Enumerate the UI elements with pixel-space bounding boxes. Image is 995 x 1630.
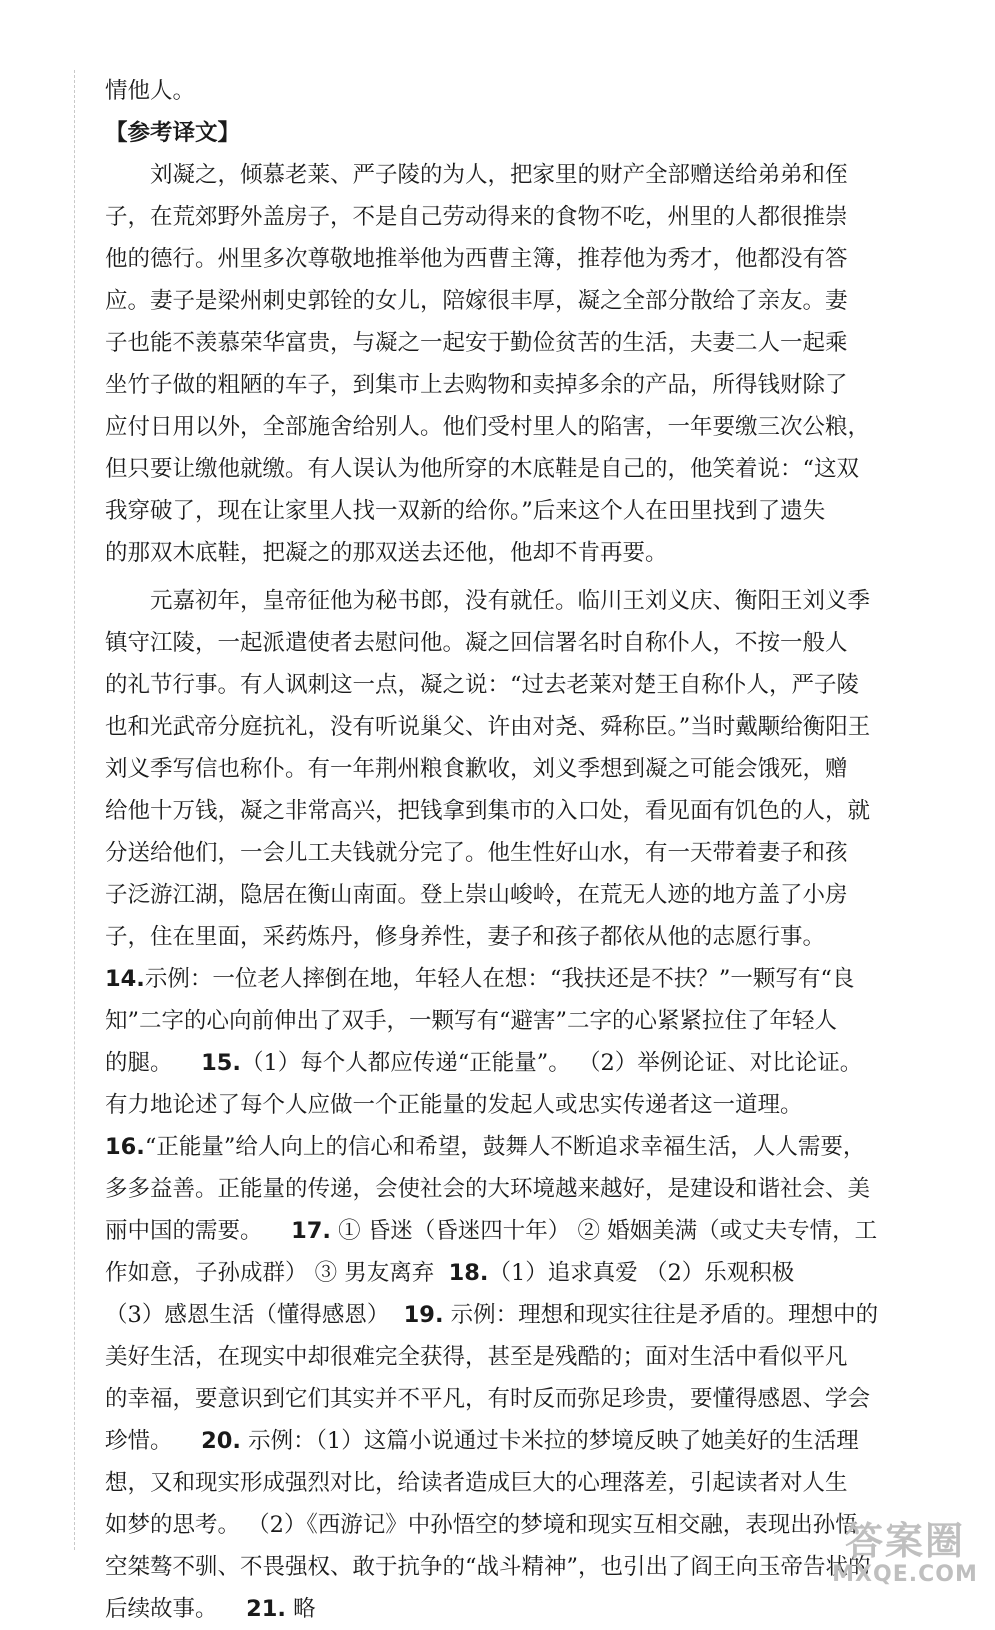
text-line: 想，又和现实形成强烈对比，给读者造成巨大的心理落差，引起读者对人生 [105, 1470, 848, 1496]
text-line: 刘凝之，倾慕老莱、严子陵的为人，把家里的财产全部赠送给弟弟和侄 [150, 162, 848, 188]
text-line: 我穿破了，现在让家里人找一双新的给你。”后来这个人在田里找到了遗失 [105, 498, 826, 524]
section-label-translation: 【参考译文】 [105, 120, 241, 146]
text-line: 情他人。 [105, 78, 196, 104]
answer-text: （3）感恩生活（懂得感恩） [105, 1302, 390, 1328]
text-line: 有力地论述了每个人应做一个正能量的发起人或忠实传递者这一道理。 [105, 1092, 803, 1118]
text-line: 子，住在里面，采药炼丹，修身养性，妻子和孩子都依从他的志愿行事。 [105, 924, 826, 950]
text-line: 分送给他们，一会儿工夫钱就分完了。他生性好山水，有一天带着妻子和孩 [105, 840, 848, 866]
answer-text: （1）追求真爱 （2）乐观积极 [488, 1260, 795, 1286]
answer-page [105, 70, 879, 1630]
text-line: 的幸福，要意识到它们其实并不平凡，有时反而弥足珍贵，要懂得感恩、学会 [105, 1386, 871, 1412]
text-line: 知”二字的心向前伸出了双手，一颗写有“避害”二字的心紧紧拉住了年轻人 [105, 1008, 838, 1034]
answer-text: 的腿。 [105, 1050, 173, 1076]
text-line: 也和光武帝分庭抗礼，没有听说巢父、许由对尧、舜称臣。”当时戴颙给衡阳王 [105, 714, 871, 740]
text-line: 子也能不羡慕荣华富贵，与凝之一起安于勤俭贫苦的生活，夫妻二人一起乘 [105, 330, 848, 356]
answer-block-16-19 [105, 1126, 879, 1420]
watermark-domain: MXQE.COM [832, 1562, 978, 1587]
text-line [105, 1126, 866, 1168]
text-line: 空桀骜不驯、不畏强权、敢于抗争的“战斗精神”，也引出了阎王向玉帝告状的 [105, 1554, 871, 1580]
text-line [105, 1588, 785, 1630]
text-line: 的那双木底鞋，把凝之的那双送去还他，他却不肯再要。 [105, 540, 668, 566]
text-line: 坐竹子做的粗陋的车子，到集市上去购物和卖掉多余的产品，所得钱财除了 [105, 372, 848, 398]
text-line: 子泛游江湖，隐居在衡山南面。登上崇山峻岭，在荒无人迹的地方盖了小房 [105, 882, 848, 908]
text-line: 他的德行。州里多次尊敬地推举他为西曹主簿，推荐他为秀才，他都没有答 [105, 246, 848, 272]
text-line: 镇守江陵，一起派遣使者去慰问他。凝之回信署名时自称仆人，不按一般人 [105, 630, 848, 656]
answer-text: 示例：理想和现实往往是矛盾的。理想中的 [450, 1302, 879, 1328]
answer-text: （1）每个人都应传递“正能量”。 （2）举例论证、对比论证。 [240, 1050, 863, 1076]
answer-block-14-15 [105, 958, 863, 1126]
answer-text: 丽中国的需要。 [105, 1218, 263, 1244]
text-line [105, 1252, 795, 1294]
answer-text: 珍惜。 [105, 1428, 173, 1454]
text-line: 美好生活，在现实中却很难完全获得，甚至是残酷的；面对生活中看似平凡 [105, 1344, 848, 1370]
answer-block-20-21 [105, 1420, 871, 1630]
text-line [105, 1042, 863, 1084]
question-number: 15. [201, 1050, 241, 1076]
answer-text: 示例：（1）这篇小说通过卡米拉的梦境反映了她美好的生活理 [248, 1428, 859, 1454]
text-line [105, 1294, 879, 1336]
question-number: 17. [291, 1218, 331, 1244]
text-line [105, 1210, 878, 1252]
text-line: 刘义季写信也称仆。有一年荆州粮食歉收，刘义季想到凝之可能会饿死，赠 [105, 756, 848, 782]
text-line [105, 958, 855, 1000]
text-line: 应付日用以外，全部施舍给别人。他们受村里人的陷害，一年要缴三次公粮， [105, 414, 871, 440]
text-line: 应。妻子是梁州刺史郭铨的女儿，陪嫁很丰厚，凝之全部分散给了亲友。妻 [105, 288, 848, 314]
answer-text: 作如意，子孙成群） ③ 男友离弃 [105, 1260, 435, 1286]
text-line: 给他十万钱，凝之非常高兴，把钱拿到集市的入口处，看见面有饥色的人，就 [105, 798, 871, 824]
text-line: 如梦的思考。 （2）《西游记》中孙悟空的梦境和现实互相交融，表现出孙悟 [105, 1512, 858, 1538]
text-line: 元嘉初年，皇帝征他为秘书郎，没有就任。临川王刘义庆、衡阳王刘义季 [150, 588, 871, 614]
question-number: 19. [403, 1302, 444, 1328]
translation-paragraph-1 [105, 154, 871, 574]
text-line: 的礼节行事。有人讽刺这一点，凝之说：“过去老莱对楚王自称仆人，严子陵 [105, 672, 860, 698]
question-number: 14. [105, 966, 145, 992]
site-watermark [825, 1520, 985, 1590]
answer-text: “正能量”给人向上的信心和希望，鼓舞人不断追求幸福生活，人人需要， [144, 1134, 866, 1160]
text-line [105, 1420, 859, 1462]
question-number: 16. [105, 1134, 145, 1160]
answer-text: 示例：一位老人摔倒在地，年轻人在想：“我扶还是不扶？”一颗写有“良 [144, 966, 855, 992]
answer-text: ① 昏迷（昏迷四十年） ② 婚姻美满（或丈夫专情，工 [338, 1218, 878, 1244]
text-line: 但只要让缴他就缴。有人误认为他所穿的木底鞋是自己的，他笑着说：“这双 [105, 456, 860, 482]
answer-text: 后续故事。 [105, 1596, 218, 1622]
answer-text: 略 [293, 1596, 316, 1622]
question-number: 21. [246, 1596, 286, 1622]
translation-paragraph-2 [105, 580, 871, 958]
question-number: 18. [448, 1260, 489, 1286]
question-number: 20. [201, 1428, 241, 1454]
left-margin-rule [74, 70, 75, 1550]
watermark-logo-text: 答案圈 [844, 1519, 965, 1563]
text-line: 子，在荒郊野外盖房子，不是自己劳动得来的食物不吃，州里的人都很推崇 [105, 204, 848, 230]
text-line: 多多益善。正能量的传递，会使社会的大环境越来越好，是建设和谐社会、美 [105, 1176, 871, 1202]
